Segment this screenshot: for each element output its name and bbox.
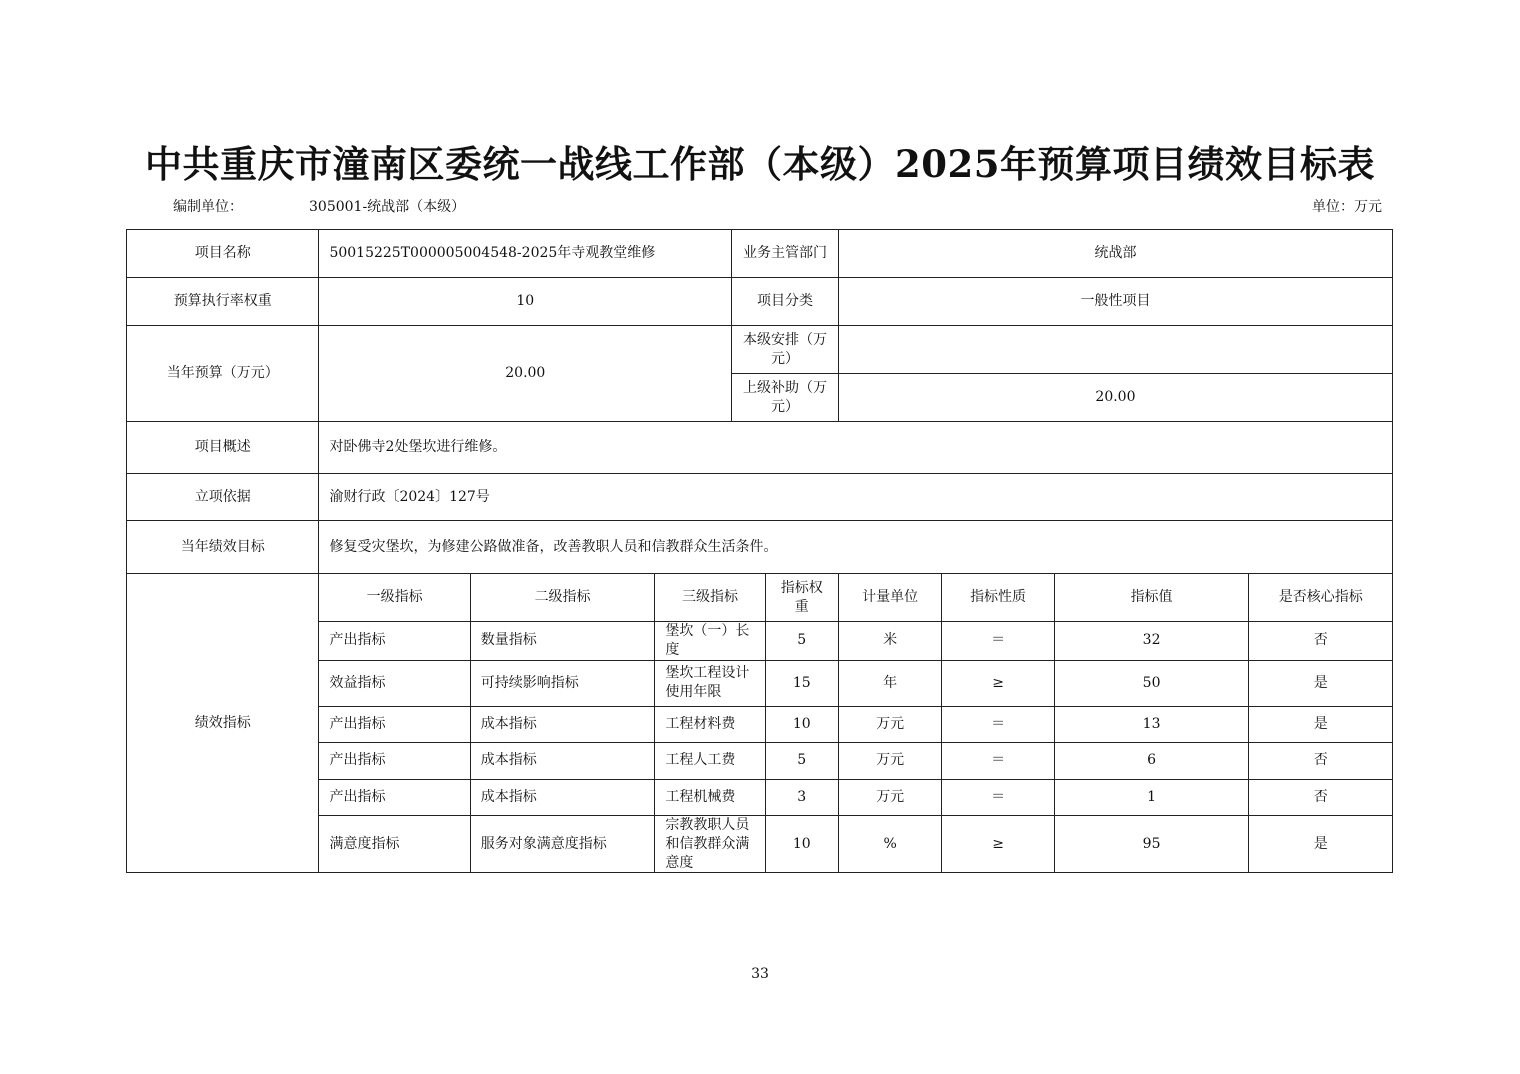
cell-core: 否: [1249, 742, 1393, 779]
table-row: [127, 326, 1393, 374]
cell-unit: 万元: [838, 779, 941, 815]
cell-level1: 产出指标: [319, 706, 470, 742]
cell-core: 是: [1249, 815, 1393, 873]
cell-weight: 10: [765, 706, 838, 742]
cell-level2: 成本指标: [470, 706, 655, 742]
summary-value: 对卧佛寺2处堡坎进行维修。: [319, 422, 1393, 474]
cell-unit: %: [838, 815, 941, 873]
compiling-unit-value: 305001-统战部（本级）: [309, 199, 466, 215]
basis-value: 渝财行政〔2024〕127号: [319, 474, 1393, 521]
cell-weight: 5: [765, 622, 838, 661]
cell-value: 50: [1054, 660, 1249, 706]
cell-level3: 宗教教职人员和信教群众满意度: [655, 815, 765, 873]
cell-core: 否: [1249, 622, 1393, 661]
upper-subsidy-label: 上级补助（万元）: [732, 374, 839, 422]
table-row: [127, 278, 1393, 326]
budget-value: 20.00: [319, 326, 732, 422]
cell-nature: ≥: [942, 815, 1054, 873]
cell-level3: 堡坎工程设计使用年限: [655, 660, 765, 706]
cell-level3: 工程材料费: [655, 706, 765, 742]
performance-target-table: [126, 229, 1393, 873]
cell-unit: 万元: [838, 706, 941, 742]
header-core: 是否核心指标: [1249, 574, 1393, 622]
upper-subsidy-value: 20.00: [838, 374, 1392, 422]
cell-unit: 年: [838, 660, 941, 706]
goal-value: 修复受灾堡坎，为修建公路做准备，改善教职人员和信教群众生活条件。: [319, 521, 1393, 574]
cell-unit: 米: [838, 622, 941, 661]
cell-core: 是: [1249, 706, 1393, 742]
cell-value: 1: [1054, 779, 1249, 815]
cell-nature: ＝: [942, 622, 1054, 661]
header-value: 指标值: [1054, 574, 1249, 622]
cell-level3: 工程人工费: [655, 742, 765, 779]
currency-unit-label: 单位：万元: [1312, 199, 1382, 215]
cell-value: 6: [1054, 742, 1249, 779]
category-value: 一般性项目: [838, 278, 1392, 326]
cell-level1: 效益指标: [319, 660, 470, 706]
cell-nature: ＝: [942, 706, 1054, 742]
table-row: [127, 474, 1393, 521]
project-name-label: 项目名称: [127, 230, 319, 278]
page-number: 33: [751, 966, 769, 982]
exec-weight-label: 预算执行率权重: [127, 278, 319, 326]
dept-value: 统战部: [838, 230, 1392, 278]
header-nature: 指标性质: [942, 574, 1054, 622]
cell-level3: 工程机械费: [655, 779, 765, 815]
budget-label: 当年预算（万元）: [127, 326, 319, 422]
local-budget-label: 本级安排（万元）: [732, 326, 839, 374]
cell-nature: ≥: [942, 660, 1054, 706]
cell-value: 13: [1054, 706, 1249, 742]
header-weight: 指标权重: [765, 574, 838, 622]
indicator-label: 绩效指标: [127, 574, 319, 873]
header-unit: 计量单位: [838, 574, 941, 622]
dept-label: 业务主管部门: [732, 230, 839, 278]
local-budget-value: [838, 326, 1392, 374]
cell-core: 否: [1249, 779, 1393, 815]
goal-label: 当年绩效目标: [127, 521, 319, 574]
cell-weight: 15: [765, 660, 838, 706]
exec-weight-value: 10: [319, 278, 732, 326]
header-level2: 二级指标: [470, 574, 655, 622]
table-row: [127, 422, 1393, 474]
category-label: 项目分类: [732, 278, 839, 326]
header-level3: 三级指标: [655, 574, 765, 622]
cell-core: 是: [1249, 660, 1393, 706]
indicator-header-row: [127, 574, 1393, 622]
cell-level2: 服务对象满意度指标: [470, 815, 655, 873]
cell-level1: 产出指标: [319, 622, 470, 661]
cell-level2: 成本指标: [470, 742, 655, 779]
cell-nature: ＝: [942, 779, 1054, 815]
cell-weight: 3: [765, 779, 838, 815]
cell-weight: 10: [765, 815, 838, 873]
basis-label: 立项依据: [127, 474, 319, 521]
cell-level2: 数量指标: [470, 622, 655, 661]
compiling-unit-label: 编制单位：: [173, 199, 243, 215]
cell-level1: 产出指标: [319, 742, 470, 779]
cell-nature: ＝: [942, 742, 1054, 779]
cell-value: 95: [1054, 815, 1249, 873]
cell-unit: 万元: [838, 742, 941, 779]
table-row: [127, 521, 1393, 574]
cell-level3: 堡坎（一）长度: [655, 622, 765, 661]
cell-level1: 产出指标: [319, 779, 470, 815]
cell-level2: 成本指标: [470, 779, 655, 815]
header-level1: 一级指标: [319, 574, 470, 622]
cell-level1: 满意度指标: [319, 815, 470, 873]
cell-value: 32: [1054, 622, 1249, 661]
page-title: 中共重庆市潼南区委统一战线工作部（本级）2025年预算项目绩效目标表: [145, 142, 1375, 186]
cell-level2: 可持续影响指标: [470, 660, 655, 706]
table-row: [127, 230, 1393, 278]
cell-weight: 5: [765, 742, 838, 779]
summary-label: 项目概述: [127, 422, 319, 474]
project-name-value: 50015225T000005004548-2025年寺观教堂维修: [319, 230, 732, 278]
